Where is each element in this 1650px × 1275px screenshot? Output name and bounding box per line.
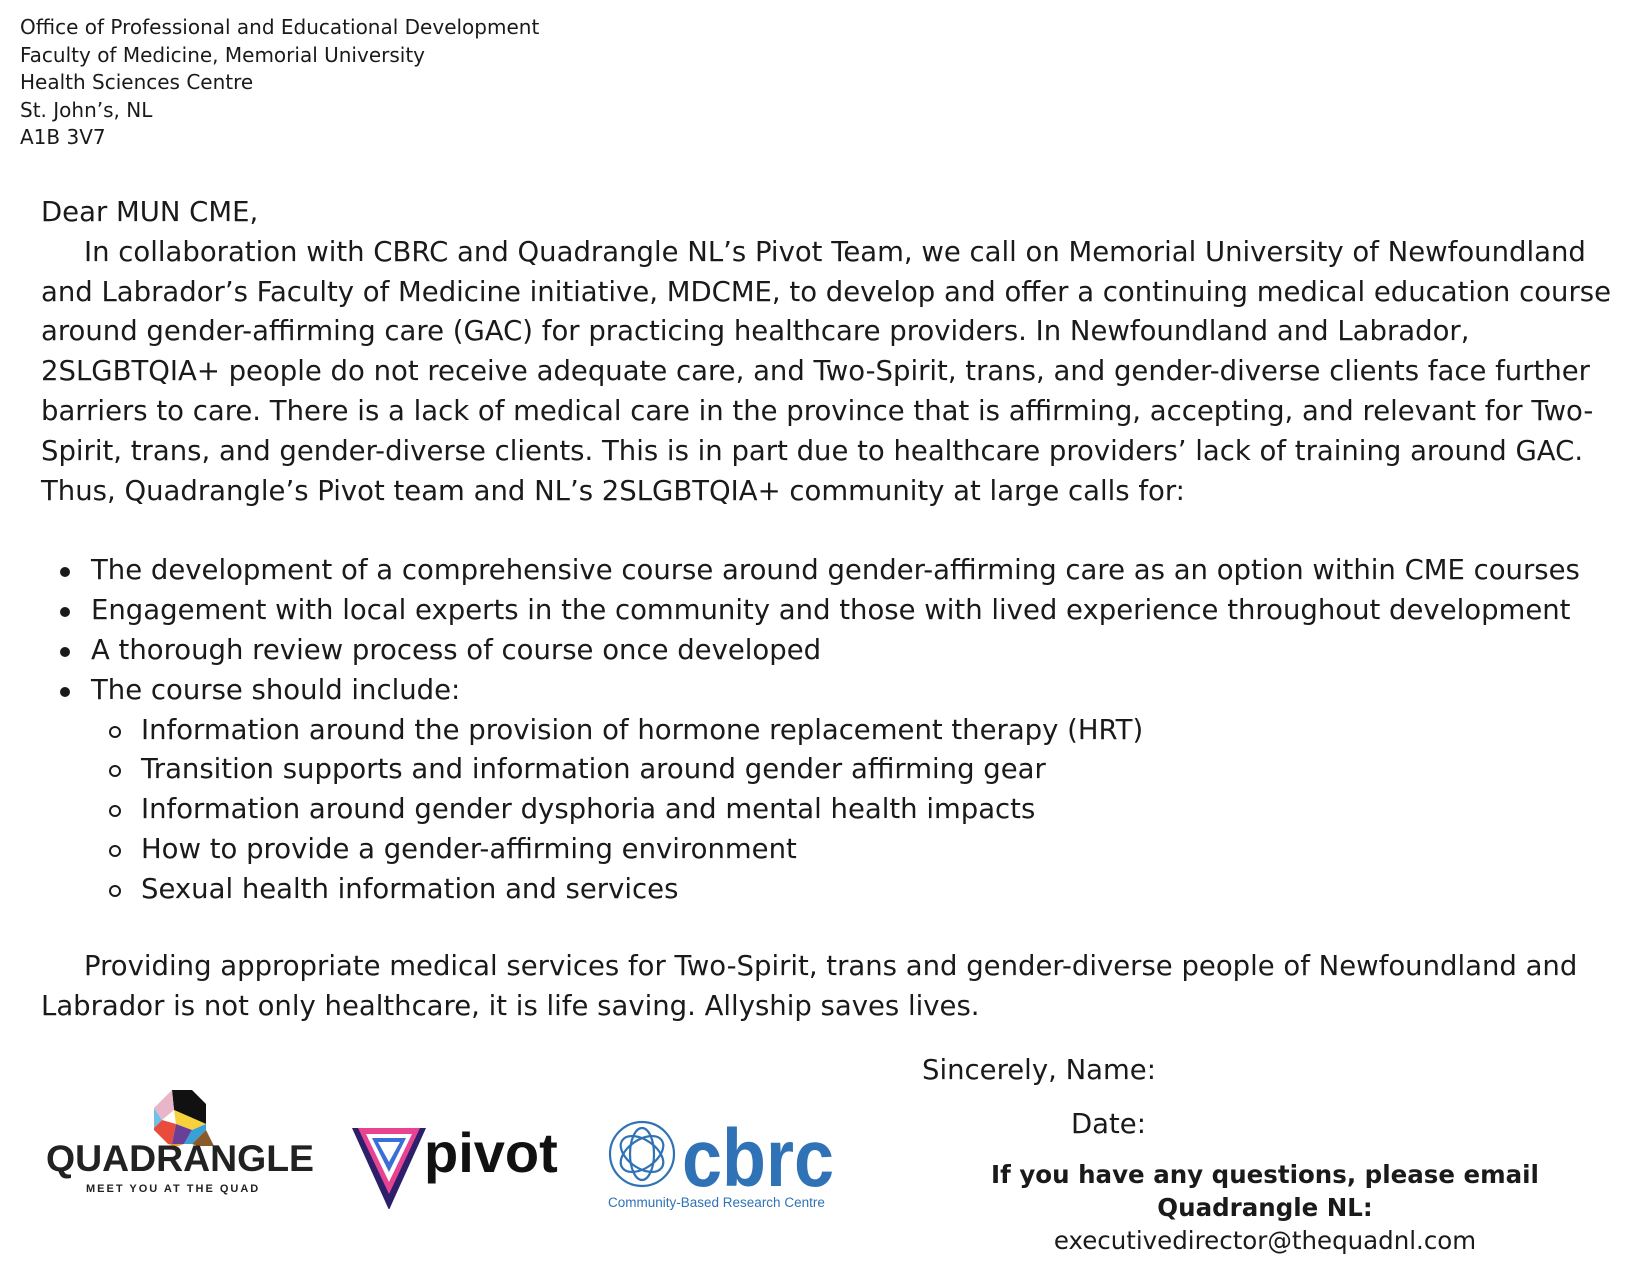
address-line: A1B 3V7 — [20, 125, 106, 149]
contact-question: If you have any questions, please email Quadrangle NL: — [991, 1160, 1539, 1222]
salutation: Dear MUN CME, — [41, 196, 259, 228]
quadrangle-wordmark: QUADRANGLE — [46, 1138, 314, 1179]
sub-list-item: Transition supports and information around gender affirming gear — [41, 750, 1626, 790]
address-line: St. John’s, NL — [20, 97, 153, 122]
cbrc-tagline: Community-Based Research Centre — [608, 1195, 825, 1210]
contact-email[interactable]: executivedirector@thequadnl.com — [1053, 1226, 1477, 1255]
quadrangle-tagline: MEET YOU AT THE QUAD — [86, 1183, 261, 1195]
sub-list-item: Information around gender dysphoria and mental health impacts — [41, 790, 1626, 830]
quadrangle-logo — [46, 1088, 316, 1203]
intro-text: In collaboration with CBRC and Quadrangle NL’s Pivot Team, we call on Memorial University of Newfoundland and Labrador’s Faculty of Medicine initiative, MDCME, to develop and offer a continuing medical education course around gender-affirming care (GAC) for practicing healthcare providers. In Newfoundland and Labrador, 2SLGBTQIA+ people do not receive adequate care, and Two-Spirit, trans, and gender-diverse clients face further barriers to care. There is a lack of medical care in the province that is affirming, accepting, and relevant for Two-Spirit, trans, and gender-diverse clients. This is in part due to healthcare providers’ lack of training around GAC. Thus, Quadrangle’s Pivot team and NL’s 2SLGBTQIA+ community at large calls for: — [41, 235, 1611, 507]
course-contents-list — [41, 711, 1626, 910]
list-item: A thorough review process of course once developed — [41, 631, 1626, 671]
list-item: The course should include: — [41, 671, 1626, 711]
address-line: Office of Professional and Educational Development — [20, 15, 540, 39]
requests-list — [41, 551, 1626, 710]
pivot-wordmark: pivot — [424, 1124, 558, 1184]
list-item: The development of a comprehensive course around gender-affirming care as an option within CME courses — [41, 551, 1626, 591]
pivot-logo — [352, 1124, 567, 1209]
intro-paragraph — [41, 233, 1626, 512]
contact-block — [920, 1158, 1610, 1257]
sub-list-item: How to provide a gender-affirming environment — [41, 830, 1626, 870]
sub-list-item: Information around the provision of hormone replacement therapy (HRT) — [41, 711, 1626, 751]
address-line: Health Sciences Centre — [20, 70, 254, 94]
list-item: Engagement with local experts in the community and those with lived experience throughout development — [41, 591, 1626, 631]
address-line: Faculty of Medicine, Memorial University — [20, 42, 425, 67]
letter-body — [41, 193, 1626, 910]
closing-text: Providing appropriate medical services for Two-Spirit, trans and gender-diverse people of Newfoundland and Labrador is not only healthcare, it is life saving. Allyship saves lives. — [41, 950, 1578, 1022]
cbrc-wordmark: cbrc — [682, 1113, 834, 1204]
recipient-address — [20, 14, 539, 152]
cbrc-logo — [606, 1110, 836, 1210]
signature-date-line: Date: — [1071, 1108, 1146, 1140]
closing-paragraph — [41, 947, 1626, 1027]
signature-name-line: Sincerely, Name: — [922, 1054, 1156, 1086]
sub-list-item: Sexual health information and services — [41, 870, 1626, 910]
